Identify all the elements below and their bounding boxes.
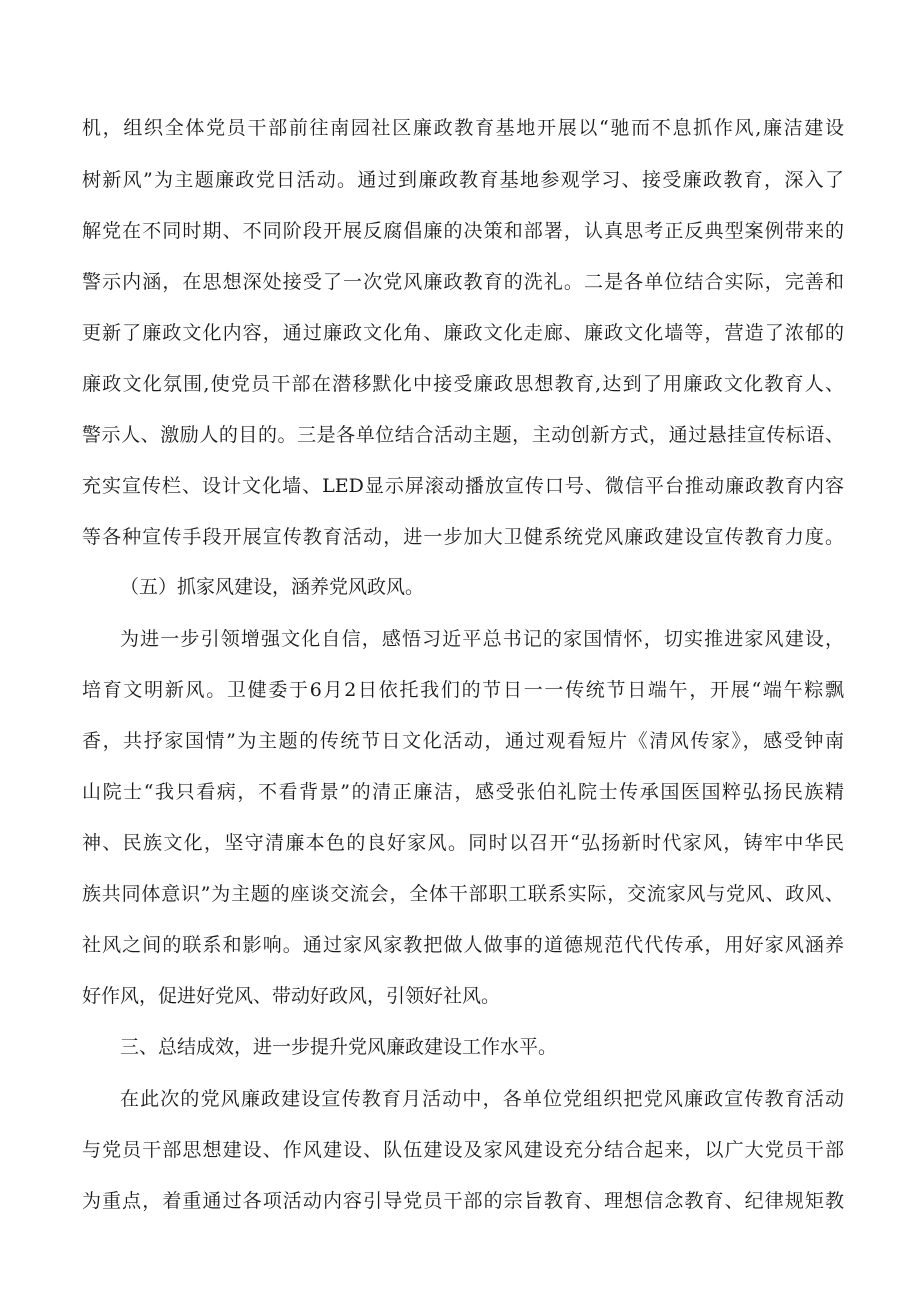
paragraph-1-line-4: 警示内涵，在思想深处接受了一次党风廉政教育的洗礼。二是各单位结合实际，完善和 xyxy=(82,271,844,293)
paragraph-3-line-3: 为重点，着重通过各项活动内容引导党员干部的宗旨教育、理想信念教育、纪律规矩教 xyxy=(82,1190,844,1212)
paragraph-2-line-6: 族共同体意识”为主题的座谈交流会，全体干部职工联系实际，交流家风与党风、政风、 xyxy=(82,883,844,905)
paragraph-2-line-7: 社风之间的联系和影响。通过家风家教把做人做事的道德规范代代传承，用好家风涵养 xyxy=(82,934,844,956)
section-heading-3: 三、总结成效，进一步提升党风廉政建设工作水平。 xyxy=(120,1036,558,1058)
paragraph-3-line-1: 在此次的党风廉政建设宣传教育月活动中，各单位党组织把党风廉政宣传教育活动 xyxy=(120,1088,844,1110)
paragraph-3-line-2: 与党员干部思想建设、作风建设、队伍建设及家风建设充分结合起来，以广大党员干部 xyxy=(82,1139,844,1161)
section-heading-5: （五）抓家风建设，涵养党风政风。 xyxy=(120,576,425,598)
paragraph-2-line-8: 好作风，促进好党风、带动好政风，引领好社风。 xyxy=(82,985,501,1007)
paragraph-1-line-3: 解党在不同时期、不同阶段开展反腐倡廉的决策和部署，认真思考正反典型案例带来的 xyxy=(82,220,844,242)
paragraph-2-line-4: 山院士“我只看病，不看背景”的清正廉洁，感受张伯礼院士传承国医国粹弘扬民族精 xyxy=(82,781,844,803)
paragraph-1-line-2: 树新风”为主题廉政党日活动。通过到廉政教育基地参观学习、接受廉政教育，深入了 xyxy=(82,169,844,191)
paragraph-1-line-8: 充实宣传栏、设计文化墙、LED显示屏滚动播放宣传口号、微信平台推动廉政教育内容 xyxy=(82,475,844,497)
paragraph-1-line-6: 廉政文化氛围,使党员干部在潜移默化中接受廉政思想教育,达到了用廉政文化教育人、 xyxy=(82,373,844,395)
paragraph-1-line-7: 警示人、激励人的目的。三是各单位结合活动主题，主动创新方式，通过悬挂宣传标语、 xyxy=(82,424,844,446)
paragraph-2-line-1: 为进一步引领增强文化自信，感悟习近平总书记的家国情怀，切实推进家风建设， xyxy=(120,628,844,650)
paragraph-2-line-3: 香，共抒家国情”为主题的传统节日文化活动，通过观看短片《清风传家》，感受钟南 xyxy=(82,730,844,752)
paragraph-1-line-1: 机，组织全体党员干部前往南园社区廉政教育基地开展以“驰而不息抓作风,廉洁建设 xyxy=(82,117,844,139)
paragraph-1-line-9: 等各种宣传手段开展宣传教育活动，进一步加大卫健系统党风廉政建设宣传教育力度。 xyxy=(82,526,844,548)
paragraph-2-line-2: 培育文明新风。卫健委于6月2日依托我们的节日一一传统节日端午，开展“端午粽飘 xyxy=(82,679,844,701)
paragraph-1-line-5: 更新了廉政文化内容，通过廉政文化角、廉政文化走廊、廉政文化墙等，营造了浓郁的 xyxy=(82,322,844,344)
paragraph-2-line-5: 神、民族文化，坚守清廉本色的良好家风。同时以召开“弘扬新时代家风，铸牢中华民 xyxy=(82,832,844,854)
